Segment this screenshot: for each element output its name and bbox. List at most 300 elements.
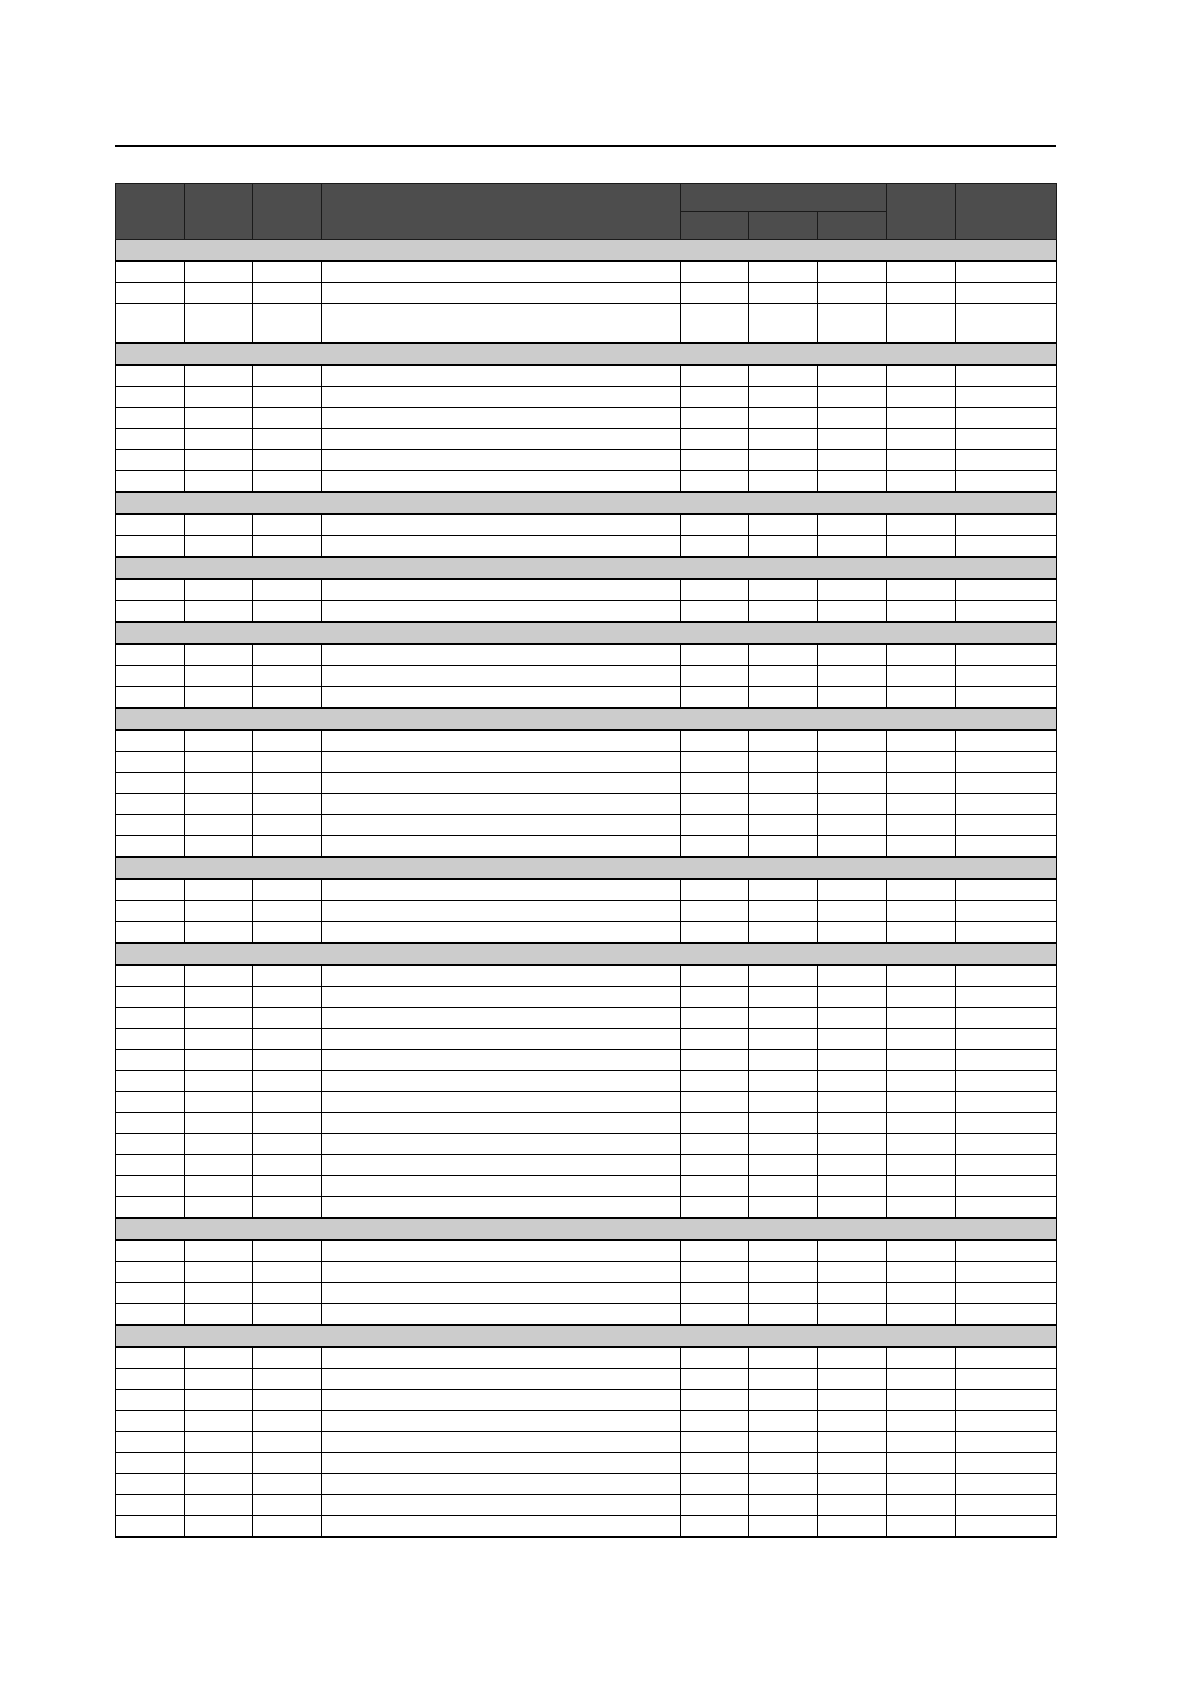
table-cell — [749, 1092, 818, 1113]
table-cell — [185, 536, 253, 558]
section-label — [116, 708, 1057, 730]
section-row — [116, 1218, 1057, 1240]
table-cell — [749, 987, 818, 1008]
section-row — [116, 857, 1057, 879]
table-cell — [185, 365, 253, 387]
table-cell — [956, 794, 1057, 815]
table-cell — [956, 1516, 1057, 1538]
table-cell — [818, 1092, 887, 1113]
section-row — [116, 343, 1057, 365]
table-cell — [749, 687, 818, 709]
table-cell — [749, 666, 818, 687]
table-cell — [322, 901, 681, 922]
table-cell — [681, 1262, 749, 1283]
table-cell — [681, 450, 749, 471]
table-cell — [322, 1432, 681, 1453]
section-label — [116, 492, 1057, 514]
table-cell — [185, 666, 253, 687]
table-cell — [116, 773, 185, 794]
table-cell — [749, 879, 818, 901]
table-cell — [818, 1369, 887, 1390]
table-cell — [818, 536, 887, 558]
table-cell — [956, 1113, 1057, 1134]
table-row — [116, 387, 1057, 408]
section-label — [116, 943, 1057, 965]
table-cell — [956, 752, 1057, 773]
table-cell — [749, 815, 818, 836]
table-cell — [253, 666, 322, 687]
table-cell — [185, 836, 253, 858]
table-body — [116, 240, 1057, 1538]
table-cell — [956, 450, 1057, 471]
table-cell — [681, 794, 749, 815]
table-cell — [322, 536, 681, 558]
table-cell — [185, 1390, 253, 1411]
table-cell — [749, 1155, 818, 1176]
table-cell — [253, 1283, 322, 1304]
table-cell — [887, 387, 956, 408]
table-cell — [253, 1369, 322, 1390]
table-cell — [681, 1474, 749, 1495]
table-cell — [681, 1347, 749, 1369]
table-cell — [116, 1155, 185, 1176]
section-label — [116, 1325, 1057, 1347]
table-cell — [681, 387, 749, 408]
table-cell — [956, 730, 1057, 752]
table-cell — [253, 1516, 322, 1538]
table-cell — [956, 1347, 1057, 1369]
table-cell — [681, 1453, 749, 1474]
table-cell — [818, 901, 887, 922]
table-cell — [185, 1474, 253, 1495]
table-cell — [818, 471, 887, 493]
table-cell — [681, 365, 749, 387]
table-cell — [253, 601, 322, 623]
table-cell — [253, 1304, 322, 1326]
table-cell — [956, 1304, 1057, 1326]
table-cell — [818, 922, 887, 944]
table-cell — [681, 730, 749, 752]
table-cell — [322, 1283, 681, 1304]
table-cell — [749, 1176, 818, 1197]
table-row — [116, 901, 1057, 922]
table-cell — [253, 687, 322, 709]
table-cell — [253, 1432, 322, 1453]
table-cell — [185, 1197, 253, 1219]
table-cell — [749, 752, 818, 773]
table-cell — [116, 644, 185, 666]
table-cell — [681, 601, 749, 623]
table-cell — [253, 1071, 322, 1092]
table-row — [116, 1176, 1057, 1197]
table-cell — [116, 1197, 185, 1219]
table-row — [116, 1369, 1057, 1390]
table-row — [116, 1304, 1057, 1326]
table-cell — [322, 1029, 681, 1050]
table-cell — [253, 1176, 322, 1197]
table-cell — [749, 471, 818, 493]
table-cell — [818, 773, 887, 794]
table-row — [116, 579, 1057, 601]
table-cell — [681, 1008, 749, 1029]
table-cell — [956, 1411, 1057, 1432]
table-cell — [749, 773, 818, 794]
table-row — [116, 304, 1057, 344]
table-cell — [253, 1390, 322, 1411]
table-cell — [322, 387, 681, 408]
table-cell — [185, 922, 253, 944]
table-cell — [116, 987, 185, 1008]
table-cell — [253, 922, 322, 944]
table-row — [116, 1113, 1057, 1134]
table-row — [116, 1453, 1057, 1474]
table-cell — [681, 879, 749, 901]
table-cell — [253, 879, 322, 901]
table-cell — [681, 1411, 749, 1432]
table-cell — [956, 536, 1057, 558]
table-cell — [116, 1134, 185, 1155]
table-cell — [253, 1008, 322, 1029]
table-row — [116, 1008, 1057, 1029]
table-row — [116, 514, 1057, 536]
table-cell — [322, 579, 681, 601]
table-cell — [956, 773, 1057, 794]
table-cell — [818, 752, 887, 773]
table-cell — [253, 1113, 322, 1134]
table-cell — [818, 1071, 887, 1092]
section-label — [116, 240, 1057, 262]
table-cell — [887, 879, 956, 901]
table-cell — [681, 429, 749, 450]
table-cell — [887, 304, 956, 344]
table-cell — [749, 514, 818, 536]
header-cell — [887, 184, 956, 240]
table-cell — [956, 283, 1057, 304]
table-cell — [116, 1347, 185, 1369]
table-row — [116, 261, 1057, 283]
table-cell — [322, 1369, 681, 1390]
table-cell — [116, 601, 185, 623]
table-cell — [253, 1262, 322, 1283]
table-cell — [887, 408, 956, 429]
table-cell — [681, 922, 749, 944]
table-cell — [253, 1495, 322, 1516]
table-cell — [887, 1283, 956, 1304]
table-cell — [185, 1155, 253, 1176]
section-row — [116, 1325, 1057, 1347]
table-cell — [116, 901, 185, 922]
table-cell — [116, 879, 185, 901]
table-cell — [749, 1283, 818, 1304]
table-cell — [818, 815, 887, 836]
table-cell — [116, 429, 185, 450]
table-cell — [956, 1134, 1057, 1155]
table-cell — [322, 644, 681, 666]
table-header — [116, 184, 1057, 240]
table-cell — [253, 283, 322, 304]
table-cell — [185, 1240, 253, 1262]
table-row — [116, 1432, 1057, 1453]
table-cell — [253, 730, 322, 752]
table-row — [116, 1050, 1057, 1071]
table-cell — [322, 1155, 681, 1176]
table-cell — [818, 1474, 887, 1495]
table-cell — [681, 1304, 749, 1326]
table-cell — [749, 536, 818, 558]
table-cell — [185, 1347, 253, 1369]
table-cell — [749, 1347, 818, 1369]
section-row — [116, 622, 1057, 644]
table-cell — [818, 429, 887, 450]
table-cell — [116, 836, 185, 858]
table-cell — [818, 1240, 887, 1262]
table-cell — [887, 365, 956, 387]
table-cell — [322, 283, 681, 304]
table-cell — [185, 1283, 253, 1304]
header-cell — [116, 184, 185, 240]
section-label — [116, 343, 1057, 365]
table-cell — [887, 471, 956, 493]
table-cell — [749, 1134, 818, 1155]
header-subcell — [818, 212, 887, 240]
table-cell — [253, 1029, 322, 1050]
table-cell — [887, 1240, 956, 1262]
table-cell — [818, 304, 887, 344]
table-cell — [253, 901, 322, 922]
table-cell — [956, 1453, 1057, 1474]
table-cell — [956, 987, 1057, 1008]
table-cell — [749, 365, 818, 387]
table-cell — [185, 514, 253, 536]
table-cell — [322, 1113, 681, 1134]
table-cell — [818, 965, 887, 987]
table-cell — [253, 644, 322, 666]
table-cell — [818, 365, 887, 387]
table-cell — [818, 1495, 887, 1516]
table-row — [116, 450, 1057, 471]
table-row — [116, 687, 1057, 709]
table-row — [116, 601, 1057, 623]
table-cell — [322, 450, 681, 471]
header-cell — [253, 184, 322, 240]
header-group-cell — [681, 184, 887, 212]
table-cell — [322, 1134, 681, 1155]
table-cell — [185, 408, 253, 429]
table-cell — [818, 687, 887, 709]
table-cell — [185, 1495, 253, 1516]
table-cell — [116, 666, 185, 687]
table-cell — [887, 965, 956, 987]
table-cell — [253, 794, 322, 815]
table-cell — [681, 1176, 749, 1197]
table-cell — [681, 752, 749, 773]
table-cell — [253, 304, 322, 344]
table-cell — [253, 365, 322, 387]
table-cell — [322, 1176, 681, 1197]
table-cell — [322, 1453, 681, 1474]
table-row — [116, 408, 1057, 429]
table-cell — [818, 1155, 887, 1176]
table-cell — [322, 1050, 681, 1071]
table-cell — [185, 815, 253, 836]
table-cell — [116, 794, 185, 815]
table-cell — [956, 1369, 1057, 1390]
table-cell — [956, 304, 1057, 344]
table-cell — [818, 1411, 887, 1432]
table-cell — [956, 666, 1057, 687]
table-row — [116, 879, 1057, 901]
table-cell — [887, 1432, 956, 1453]
table-cell — [818, 1262, 887, 1283]
table-cell — [818, 1008, 887, 1029]
table-row — [116, 429, 1057, 450]
table-cell — [322, 794, 681, 815]
header-cell — [322, 184, 681, 240]
table-cell — [818, 1304, 887, 1326]
table-cell — [887, 922, 956, 944]
table-cell — [818, 1453, 887, 1474]
table-cell — [749, 644, 818, 666]
table-cell — [322, 261, 681, 283]
table-cell — [322, 365, 681, 387]
table-cell — [116, 1516, 185, 1538]
table-cell — [116, 730, 185, 752]
table-row — [116, 836, 1057, 858]
table-cell — [887, 666, 956, 687]
table-cell — [185, 283, 253, 304]
table-row — [116, 1071, 1057, 1092]
table-row — [116, 987, 1057, 1008]
table-row — [116, 1347, 1057, 1369]
table-cell — [322, 304, 681, 344]
table-row — [116, 365, 1057, 387]
table-cell — [116, 1092, 185, 1113]
table-cell — [956, 514, 1057, 536]
table-cell — [956, 901, 1057, 922]
table-cell — [887, 1369, 956, 1390]
table-cell — [681, 579, 749, 601]
table-cell — [185, 901, 253, 922]
table-cell — [116, 408, 185, 429]
table-cell — [749, 965, 818, 987]
table-row — [116, 1197, 1057, 1219]
table-cell — [322, 514, 681, 536]
table-cell — [116, 1390, 185, 1411]
table-cell — [681, 1283, 749, 1304]
table-cell — [322, 922, 681, 944]
table-cell — [185, 387, 253, 408]
table-cell — [818, 1113, 887, 1134]
table-cell — [956, 922, 1057, 944]
table-cell — [681, 1495, 749, 1516]
table-cell — [887, 429, 956, 450]
section-label — [116, 1218, 1057, 1240]
table-cell — [116, 1304, 185, 1326]
table-row — [116, 1134, 1057, 1155]
table-cell — [253, 752, 322, 773]
table-cell — [116, 965, 185, 987]
table-cell — [749, 1516, 818, 1538]
table-cell — [956, 408, 1057, 429]
table-cell — [749, 1495, 818, 1516]
table-cell — [253, 815, 322, 836]
table-cell — [818, 730, 887, 752]
table-cell — [116, 261, 185, 283]
table-cell — [887, 1474, 956, 1495]
table-cell — [116, 536, 185, 558]
table-cell — [887, 1008, 956, 1029]
table-cell — [185, 450, 253, 471]
table-cell — [749, 1390, 818, 1411]
table-cell — [253, 1155, 322, 1176]
table-cell — [887, 1304, 956, 1326]
table-cell — [322, 687, 681, 709]
table-cell — [253, 536, 322, 558]
table-cell — [749, 408, 818, 429]
table-cell — [185, 730, 253, 752]
table-cell — [185, 1516, 253, 1538]
table-cell — [322, 879, 681, 901]
table-cell — [253, 1197, 322, 1219]
table-cell — [887, 601, 956, 623]
table-cell — [681, 965, 749, 987]
table-cell — [887, 687, 956, 709]
table-cell — [116, 1453, 185, 1474]
table-cell — [818, 987, 887, 1008]
table-cell — [681, 304, 749, 344]
table-cell — [681, 815, 749, 836]
table-row — [116, 1262, 1057, 1283]
table-row — [116, 1390, 1057, 1411]
table-cell — [749, 1008, 818, 1029]
top-rule — [115, 145, 1056, 147]
table-cell — [681, 1029, 749, 1050]
table-cell — [956, 687, 1057, 709]
section-row — [116, 557, 1057, 579]
table-cell — [116, 450, 185, 471]
table-cell — [116, 304, 185, 344]
table-cell — [253, 836, 322, 858]
table-cell — [818, 836, 887, 858]
table-cell — [887, 730, 956, 752]
table-row — [116, 1283, 1057, 1304]
table-cell — [116, 1050, 185, 1071]
table-cell — [185, 1134, 253, 1155]
table-cell — [749, 601, 818, 623]
table-cell — [818, 879, 887, 901]
section-label — [116, 557, 1057, 579]
table-cell — [116, 1283, 185, 1304]
header-cell — [956, 184, 1057, 240]
table-cell — [749, 579, 818, 601]
table-cell — [253, 965, 322, 987]
table-cell — [253, 387, 322, 408]
table-cell — [322, 1262, 681, 1283]
table-cell — [818, 387, 887, 408]
table-cell — [253, 450, 322, 471]
table-cell — [749, 794, 818, 815]
table-cell — [818, 579, 887, 601]
header-subcell — [749, 212, 818, 240]
table-cell — [818, 1347, 887, 1369]
table-cell — [253, 773, 322, 794]
table-cell — [749, 261, 818, 283]
table-row — [116, 1411, 1057, 1432]
table-cell — [887, 794, 956, 815]
table-cell — [681, 1390, 749, 1411]
table-row — [116, 965, 1057, 987]
table-row — [116, 1029, 1057, 1050]
